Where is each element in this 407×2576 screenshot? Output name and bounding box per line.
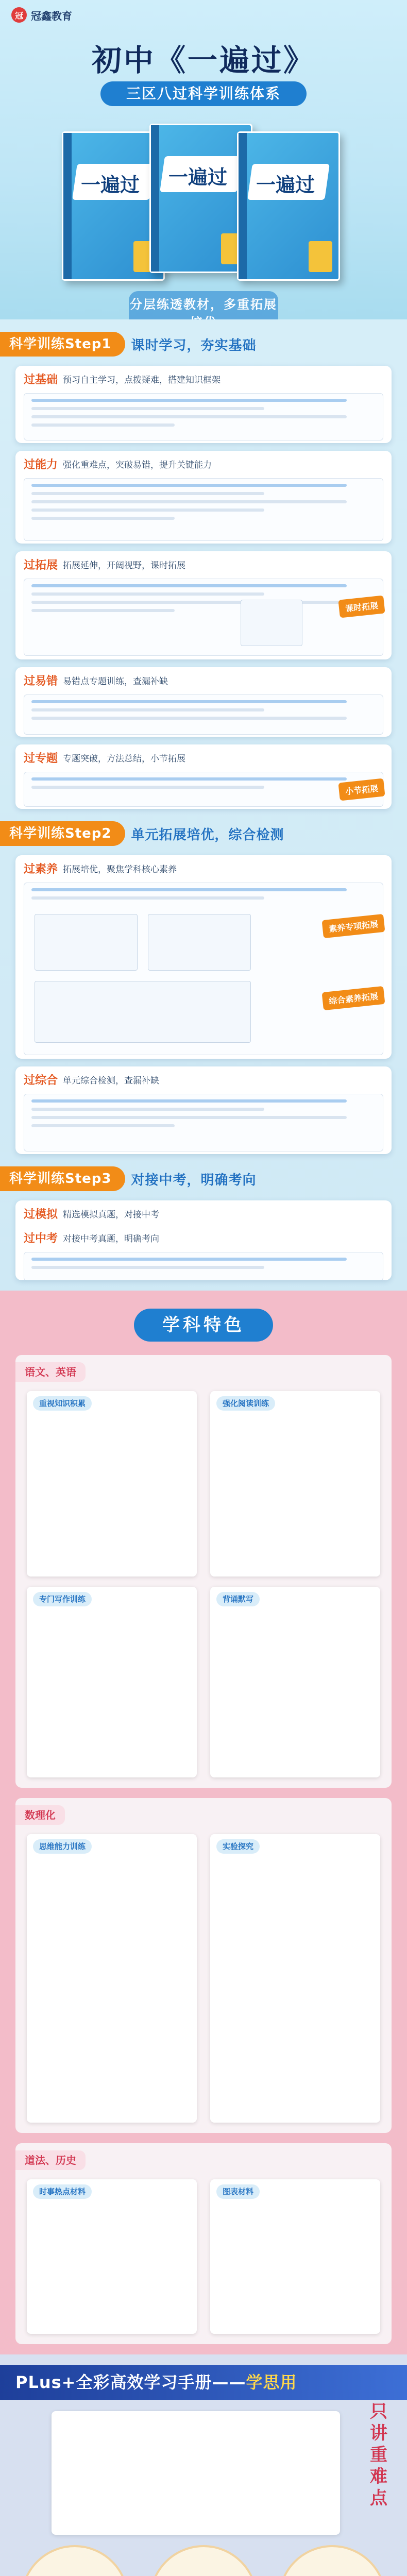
card-desc: 拓展培优，聚焦学科核心素养: [63, 865, 177, 875]
sample-line: [31, 1266, 264, 1269]
cover-mark: 一遍过: [256, 174, 315, 196]
sample-figure: [148, 914, 251, 971]
sample-line: [31, 777, 347, 781]
card-heading: [15, 551, 392, 575]
features-title: 学科特色: [134, 1309, 273, 1342]
sample-page: [24, 579, 383, 656]
step3-pill: 科学训练Step3: [0, 1166, 125, 1191]
sample-line: [31, 423, 175, 427]
sample-line: [31, 609, 175, 612]
card-key: 过综合: [24, 1074, 58, 1087]
sample-line: [31, 1124, 175, 1127]
literacy-special-tag: 素养专项拓展: [321, 914, 385, 938]
card-heading: [15, 1200, 392, 1225]
feature-chip: 重视知识积累: [33, 1396, 92, 1411]
card-key: 过专题: [24, 752, 58, 765]
feature-card: [210, 1587, 380, 1777]
sample-line: [31, 700, 347, 703]
cover-mark: 一遍过: [81, 174, 140, 196]
manual-preview: [52, 2411, 340, 2535]
features-group-label: 数理化: [15, 1805, 65, 1825]
step1-card-extend: [15, 551, 392, 659]
hero-banner: [0, 0, 407, 319]
card-desc: 精选模拟真题，对接中考: [63, 1210, 160, 1220]
step3-header: [0, 1164, 257, 1193]
card-desc: 对接中考真题，明确考向: [63, 1234, 160, 1244]
feature-card: [210, 2179, 380, 2334]
feature-card: [27, 1834, 197, 2123]
card-desc: 拓展延伸，开阔视野，课时拓展: [63, 561, 186, 571]
feature-chip: 专门写作训练: [33, 1592, 92, 1606]
step1-pill: 科学训练Step1: [0, 332, 125, 357]
vertical-char: 难: [370, 2466, 387, 2487]
step2-card-literacy: [15, 855, 392, 1059]
brand-name: 冠鑫教育: [31, 9, 72, 22]
card-desc: 单元综合检测，查漏补缺: [63, 1076, 160, 1086]
step2-card-comprehensive: [15, 1066, 392, 1154]
step2-caption: 单元拓展培优，综合检测: [131, 827, 284, 843]
book-spine: [151, 125, 159, 272]
sample-line: [31, 592, 264, 596]
step1-card-mistake: [15, 667, 392, 737]
feature-chip: 思维能力训练: [33, 1839, 92, 1854]
brand-logo-icon: 冠: [11, 7, 27, 23]
card-desc: 专题突破，方法总结，小节拓展: [63, 754, 186, 764]
feature-card: [210, 1834, 380, 2123]
vertical-char: 点: [370, 2488, 387, 2509]
lesson-extend-tag: 课时拓展: [338, 595, 385, 618]
cover-mark: 一遍过: [168, 166, 228, 189]
sample-line: [31, 484, 347, 487]
card-heading: [15, 855, 392, 879]
sample-page: [24, 694, 383, 735]
card-key: 过模拟: [24, 1208, 58, 1221]
card-heading: [15, 667, 392, 691]
card-desc: 强化重难点，突破易错，提升关键能力: [63, 460, 212, 470]
sample-line: [31, 1258, 347, 1261]
hero-title: 初中《一遍过》: [91, 43, 315, 78]
sample-line: [31, 399, 347, 402]
card-heading: [15, 451, 392, 475]
book-cover: [237, 131, 340, 281]
feature-card: [27, 1391, 197, 1577]
sample-line: [31, 500, 347, 503]
sample-line: [31, 896, 264, 900]
sample-line: [31, 415, 347, 418]
sample-line: [31, 888, 347, 891]
plus-manual-bar: [0, 2365, 407, 2400]
book-spine: [239, 133, 247, 279]
sample-line: [31, 1099, 347, 1103]
literacy-overall-tag: 综合素养拓展: [321, 986, 385, 1010]
feature-card: [27, 1587, 197, 1777]
card-heading: [15, 1225, 392, 1249]
sample-page: [24, 393, 383, 440]
card-heading: [15, 1066, 392, 1091]
plus-manual-highlight: 学思用: [246, 2372, 297, 2392]
sample-figure: [35, 981, 251, 1043]
step1-card-basic: [15, 366, 392, 443]
sample-line: [31, 584, 347, 587]
card-heading: [15, 366, 392, 390]
step1-caption: 课时学习，夯实基础: [131, 337, 257, 353]
step2-header: [0, 819, 284, 848]
sample-line: [31, 1116, 347, 1119]
vertical-char: 重: [370, 2445, 387, 2465]
card-heading: [15, 744, 392, 769]
feature-chip: 强化阅读训练: [216, 1396, 275, 1411]
card-key: 过中考: [24, 1232, 58, 1245]
step2-pill: 科学训练Step2: [0, 821, 125, 846]
card-key: 过素养: [24, 863, 58, 876]
key-points-vertical: [363, 2401, 394, 2509]
sample-line: [31, 708, 264, 711]
card-key: 过能力: [24, 459, 58, 471]
sample-line: [31, 517, 175, 520]
card-key: 过易错: [24, 675, 58, 688]
sample-line: [31, 1108, 264, 1111]
step1-card-topic: [15, 744, 392, 809]
sample-page: [24, 1094, 383, 1151]
step3-caption: 对接中考，明确考向: [131, 1172, 257, 1188]
sample-line: [31, 407, 264, 410]
cover-chip: [309, 241, 332, 272]
feature-chip: 时事热点材料: [33, 2184, 92, 2199]
features-group-label: 道法、历史: [15, 2150, 86, 2170]
features-panel-science: [15, 1798, 392, 2133]
features-panel-language: [15, 1355, 392, 1788]
sample-page: [24, 1252, 383, 1280]
step1-card-ability: [15, 451, 392, 544]
feature-chip: 背诵默写: [216, 1592, 260, 1606]
sample-line: [31, 509, 264, 512]
card-desc: 易错点专题训练，查漏补缺: [63, 676, 168, 687]
sample-page: [24, 772, 383, 807]
section-extend-tag: 小节拓展: [338, 778, 385, 801]
feature-card: [27, 2179, 197, 2334]
feature-chip: 实验探究: [216, 1839, 260, 1854]
features-panel-humanities: [15, 2143, 392, 2344]
card-desc: 预习自主学习，点拨疑难，搭建知识框架: [63, 375, 221, 385]
vertical-char: 只: [370, 2401, 387, 2422]
step3-card: [15, 1200, 392, 1280]
plus-manual-prefix: PLus+全彩高效学习手册——: [15, 2372, 246, 2392]
card-key: 过基础: [24, 374, 58, 386]
sample-line: [31, 786, 264, 789]
sample-figure: [35, 914, 138, 971]
sample-page: [24, 883, 383, 1055]
features-group-label: 语文、英语: [15, 1362, 86, 1382]
sample-page: [24, 478, 383, 541]
feature-chip: 图表材料: [216, 2184, 260, 2199]
step1-header: [0, 330, 257, 359]
sample-line: [31, 492, 264, 495]
hero-subtitle: 三区八过科学训练体系: [100, 81, 307, 106]
book-covers: [62, 116, 345, 286]
sample-line: [31, 717, 347, 720]
sample-figure: [241, 600, 302, 646]
feature-card: [210, 1391, 380, 1577]
hero-tagline: 分层练透教材，多重拓展: [129, 291, 278, 333]
card-key: 过拓展: [24, 559, 58, 572]
book-spine: [63, 133, 72, 279]
vertical-char: 讲: [370, 2423, 387, 2444]
brand-logo[interactable]: [11, 7, 72, 23]
